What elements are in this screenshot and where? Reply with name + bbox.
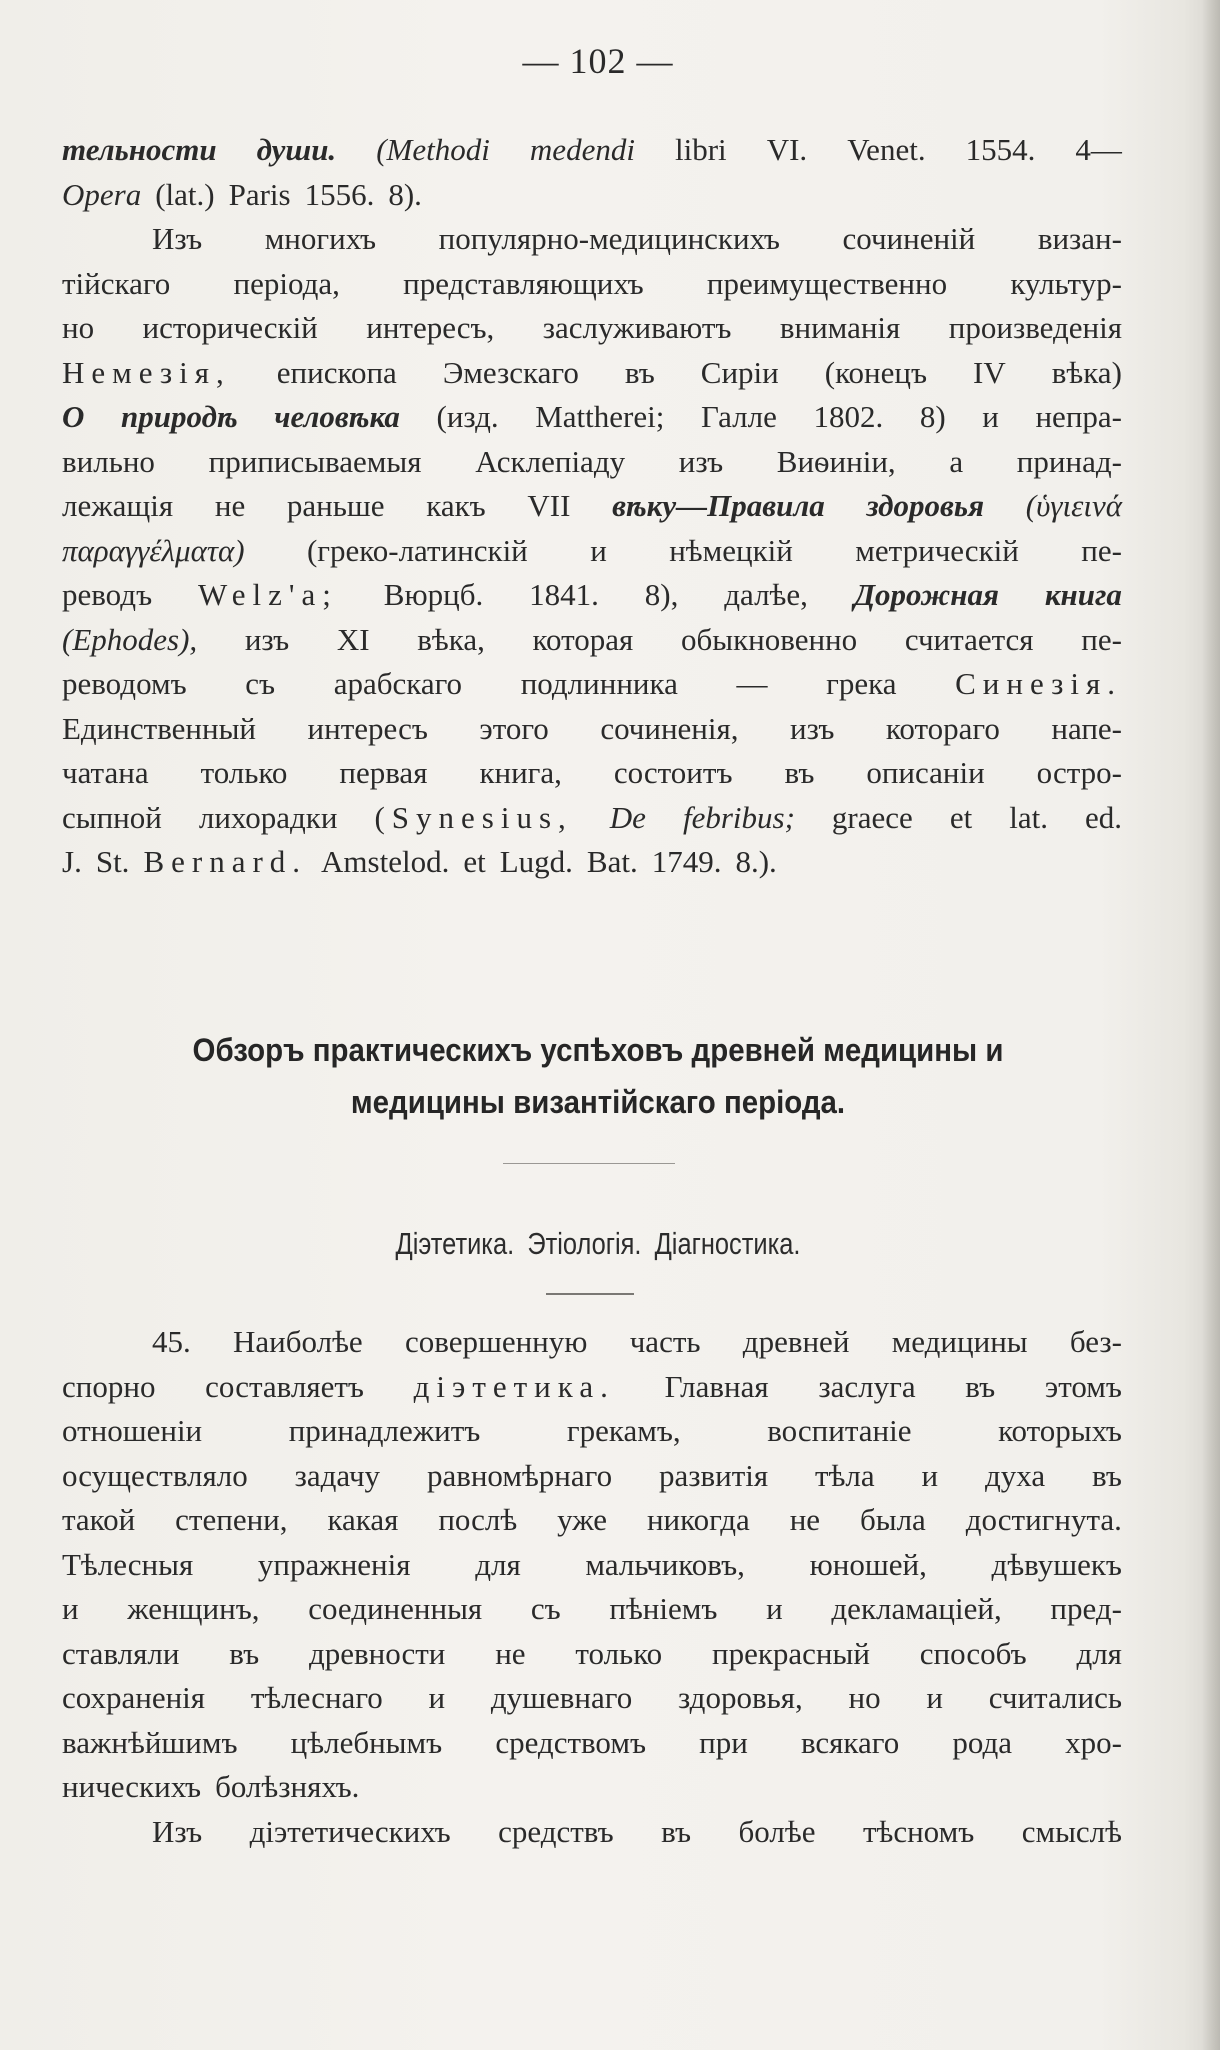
section-heading-line-1: Обзоръ практическихъ успѣховъ древней медицины и	[192, 1032, 1004, 1068]
word: VII	[527, 488, 571, 523]
word: была	[859, 1502, 926, 1537]
word: описаніи	[866, 755, 985, 790]
word: реводъ	[62, 577, 153, 612]
page-number: — 102 —	[522, 41, 674, 81]
word: IV	[973, 354, 1006, 390]
text-line	[62, 618, 1122, 663]
word: тѣлеснаго	[250, 1680, 383, 1715]
word: которыхъ	[998, 1413, 1122, 1448]
word: ставляли	[62, 1635, 180, 1671]
word: Opera	[62, 176, 142, 212]
word: и	[926, 1680, 943, 1715]
word: отношеніи	[62, 1413, 203, 1448]
word: мальчиковъ,	[585, 1546, 745, 1582]
word: принадлежитъ	[288, 1413, 481, 1448]
word: 8).	[388, 176, 422, 212]
word: заслуга	[818, 1368, 916, 1404]
word: для	[475, 1546, 521, 1582]
word: Наиболѣе	[233, 1324, 363, 1359]
subsection-heading	[108, 1222, 1089, 1267]
word: какъ	[426, 488, 486, 523]
word: степени,	[175, 1502, 288, 1537]
word: задачу	[294, 1457, 381, 1493]
word: Изъ	[152, 221, 203, 256]
word: нѣмецкій	[669, 532, 793, 568]
word: древней	[742, 1324, 850, 1359]
word: St.	[95, 844, 130, 879]
word: Тѣлесныя	[62, 1546, 194, 1582]
word: только	[200, 755, 288, 790]
text-line	[62, 1721, 1122, 1766]
word: Виѳиніи,	[776, 443, 896, 479]
section-heading	[48, 1024, 1148, 1128]
word: средствомъ	[495, 1724, 646, 1760]
text-line	[62, 529, 1122, 574]
word: души.	[256, 132, 337, 167]
word: 8),	[644, 577, 679, 612]
text-line	[62, 1454, 1122, 1499]
word: J.	[62, 844, 82, 879]
word: лежащія	[62, 488, 174, 523]
word: libri	[675, 132, 727, 167]
word: 4—	[1075, 132, 1122, 167]
text-line	[62, 1365, 1122, 1410]
word: преимущественно	[706, 265, 948, 301]
word: изъ	[678, 443, 724, 479]
word: воспитаніе	[767, 1413, 912, 1448]
word: интересъ	[307, 710, 428, 746]
word: но	[848, 1680, 881, 1715]
word: тельности	[62, 132, 217, 167]
word: грекамъ,	[566, 1413, 681, 1448]
text-line	[62, 1543, 1122, 1588]
word: Amstelod.	[321, 844, 450, 879]
word: 8.).	[735, 844, 777, 879]
word: такой	[62, 1502, 136, 1537]
word: книга	[1044, 577, 1122, 612]
word: пе-	[1081, 621, 1122, 657]
text-line	[62, 796, 1122, 841]
word: Mattherei;	[535, 399, 665, 434]
word: въ	[661, 1813, 692, 1849]
word: въ	[1092, 1457, 1122, 1493]
word: съ	[245, 666, 276, 701]
word: часть	[629, 1324, 701, 1359]
word: De	[609, 799, 646, 835]
text-line	[62, 1765, 1122, 1810]
word: представляющихъ	[403, 265, 644, 301]
word: febribus;	[682, 799, 795, 835]
word: Bernard.	[143, 844, 308, 879]
text-line	[62, 1676, 1122, 1721]
text-line	[62, 573, 1122, 618]
word: Синезія.	[955, 666, 1122, 701]
word: упражненія	[257, 1546, 411, 1582]
text-line	[62, 1587, 1122, 1632]
word: всякаго	[800, 1724, 900, 1760]
word: грека	[826, 666, 897, 701]
subheading-word: Этіологія.	[527, 1226, 642, 1261]
subheading-word: Діэтетика.	[395, 1226, 515, 1261]
word: et	[463, 844, 486, 879]
word: не	[789, 1502, 821, 1537]
word: и	[590, 532, 607, 568]
word: et	[949, 799, 973, 835]
word: совершенную	[404, 1324, 588, 1359]
word: (ὑγιεινά	[1025, 488, 1122, 523]
word: здоровья	[866, 488, 985, 523]
word: культур-	[1010, 265, 1122, 301]
text-line	[62, 1810, 1122, 1855]
word: Bat.	[586, 844, 638, 879]
word: тѣла	[815, 1457, 875, 1493]
word: lat.	[1009, 799, 1048, 835]
section-heading-line-2: медицины византійскаго періода.	[350, 1084, 846, 1120]
text-line	[62, 1320, 1122, 1365]
word: но	[62, 310, 95, 345]
text-line	[62, 1632, 1122, 1677]
word: (Methodi	[376, 132, 490, 167]
word: изъ	[790, 710, 835, 746]
text-line	[62, 351, 1122, 396]
word: душевнаго	[490, 1680, 633, 1715]
word: Главная	[664, 1368, 769, 1404]
word: —	[736, 666, 768, 701]
word: спорно	[62, 1368, 156, 1404]
word: и	[428, 1680, 446, 1715]
word: и	[766, 1591, 783, 1626]
word: пред-	[1050, 1591, 1122, 1626]
word: Welz'а;	[198, 577, 338, 612]
word: обыкновенно	[680, 621, 858, 657]
word: цѣлебнымъ	[290, 1724, 443, 1760]
word: ed.	[1084, 799, 1122, 835]
word: природѣ	[121, 399, 238, 434]
word: книга,	[479, 755, 562, 790]
word: никогда	[646, 1502, 750, 1537]
word: изъ	[244, 621, 290, 657]
word: достигнута.	[965, 1502, 1122, 1537]
word: здоровья,	[678, 1680, 803, 1715]
word: Paris	[228, 176, 291, 212]
word: VI.	[766, 132, 808, 167]
paragraph-dietetics	[62, 1320, 1122, 1854]
word: не	[495, 1635, 526, 1671]
word: осуществляло	[62, 1457, 248, 1493]
word: способъ	[919, 1635, 1027, 1671]
word: популярно-медицинскихъ	[438, 221, 780, 256]
word: 8)	[919, 399, 946, 434]
word: арабскаго	[333, 666, 463, 701]
word: сочиненій	[842, 221, 976, 256]
paragraph-nemesius	[62, 128, 1122, 885]
word: остро-	[1036, 755, 1122, 790]
divider-rule	[546, 1293, 634, 1295]
word: медицины	[891, 1324, 1028, 1359]
text-line	[62, 751, 1122, 796]
word: и	[921, 1457, 939, 1493]
word: лихорадки	[198, 799, 338, 835]
word: (конецъ	[824, 354, 928, 390]
word: раньше	[286, 488, 385, 523]
word: періода,	[233, 265, 340, 301]
word: юношей,	[809, 1546, 927, 1582]
word: заслуживаютъ	[542, 310, 732, 345]
text-line	[62, 173, 1122, 218]
word: болѣзняхъ.	[215, 1769, 360, 1804]
text-line	[62, 840, 1122, 885]
word: (греко-латинскій	[306, 532, 528, 568]
word: Немезія,	[62, 354, 231, 390]
subheading-word: Діагностика.	[654, 1226, 801, 1261]
word: съ	[530, 1591, 561, 1626]
word: вильно	[62, 443, 155, 479]
word: дѣвушекъ	[991, 1546, 1122, 1582]
word: Эмезскаго	[442, 354, 579, 390]
word: graece	[831, 799, 913, 835]
word: составляетъ	[205, 1368, 364, 1404]
word: болѣе	[738, 1813, 816, 1849]
word: 1556.	[304, 176, 375, 212]
word: Асклепіаду	[475, 443, 626, 479]
word: Галле	[700, 399, 777, 434]
word: вѣка,	[417, 621, 485, 657]
word: въ	[784, 755, 815, 790]
word: тійскаго	[62, 265, 171, 301]
word: без-	[1069, 1324, 1122, 1359]
word: произведенія	[948, 310, 1122, 345]
word: 1554.	[965, 132, 1036, 167]
word: для	[1076, 1635, 1122, 1671]
word: считались	[988, 1680, 1122, 1715]
word: Сиріи	[700, 354, 779, 390]
word: пе-	[1081, 532, 1122, 568]
word: ническихъ	[62, 1769, 202, 1804]
decorative-rule	[503, 1163, 675, 1164]
text-line	[62, 1409, 1122, 1454]
word: женщинъ,	[127, 1591, 260, 1626]
word: древности	[308, 1635, 446, 1671]
word: (Synesius,	[374, 799, 573, 835]
word: равномѣрнаго	[426, 1457, 613, 1493]
word: Единственный	[62, 710, 257, 746]
text-line	[62, 395, 1122, 440]
word: сыпной	[62, 799, 162, 835]
word: тѣсномъ	[862, 1813, 975, 1849]
text-line	[62, 306, 1122, 351]
word: приписываемыя	[208, 443, 422, 479]
word: (Ephodes),	[62, 621, 198, 657]
word: вниманія	[779, 310, 901, 345]
word: подлинника	[520, 666, 678, 701]
word: декламаціей,	[831, 1591, 1002, 1626]
word: въ	[965, 1368, 996, 1404]
text-line	[62, 484, 1122, 529]
word: смыслѣ	[1021, 1813, 1122, 1849]
word: которая	[532, 621, 634, 657]
text-line	[62, 440, 1122, 485]
word: напе-	[1051, 710, 1122, 746]
word: метрическій	[855, 532, 1019, 568]
word: епископа	[276, 354, 397, 390]
word: какая	[327, 1502, 399, 1537]
word: рода	[952, 1724, 1013, 1760]
word: первая	[339, 755, 428, 790]
word: вѣку—Правила	[612, 488, 825, 523]
word: XI	[336, 621, 370, 657]
word: παραγγέλματα)	[62, 532, 245, 568]
word: этомъ	[1044, 1368, 1122, 1404]
word: вѣка)	[1051, 354, 1122, 390]
word: въ	[229, 1635, 260, 1671]
word: развитія	[658, 1457, 769, 1493]
word: (lat.)	[155, 176, 215, 212]
word: 45.	[152, 1324, 191, 1359]
word: (изд.	[436, 399, 499, 434]
text-line	[62, 217, 1122, 262]
page-edge-shadow	[1202, 0, 1220, 2050]
word: пѣніемъ	[609, 1591, 718, 1626]
word: Изъ	[152, 1813, 203, 1849]
word: визан-	[1037, 221, 1122, 256]
word: котораго	[885, 710, 1000, 746]
text-line	[62, 1498, 1122, 1543]
word: соединенныя	[308, 1591, 483, 1626]
word: а	[949, 443, 964, 479]
word: историческій	[142, 310, 318, 345]
text-line	[62, 128, 1122, 173]
word: діэтетика.	[413, 1368, 615, 1404]
word: Lugd.	[499, 844, 573, 879]
word: состоитъ	[613, 755, 733, 790]
word: только	[575, 1635, 663, 1671]
word: 1749.	[651, 844, 722, 879]
word: уже	[557, 1502, 608, 1537]
word: считается	[904, 621, 1034, 657]
word: діэтетическихъ	[249, 1813, 451, 1849]
word: далѣе,	[724, 577, 808, 612]
word: въ	[624, 354, 655, 390]
word: сохраненія	[62, 1680, 206, 1715]
word: medendi	[529, 132, 635, 167]
word: 1841.	[529, 577, 599, 612]
word: человѣка	[274, 399, 400, 434]
word: принад-	[1016, 443, 1122, 479]
word: непра-	[1035, 399, 1122, 434]
word: духа	[985, 1457, 1046, 1493]
word: хро-	[1065, 1724, 1122, 1760]
text-line	[62, 662, 1122, 707]
word: чатана	[62, 755, 149, 790]
word: сочиненія,	[600, 710, 739, 746]
word: и	[982, 399, 999, 434]
word: Вюрцб.	[383, 577, 484, 612]
word: важнѣйшимъ	[62, 1724, 238, 1760]
text-line	[62, 262, 1122, 307]
word: реводомъ	[62, 666, 187, 701]
word: средствъ	[498, 1813, 614, 1849]
text-line	[62, 707, 1122, 752]
word: послѣ	[438, 1502, 518, 1537]
word: 1802.	[813, 399, 884, 434]
word: при	[699, 1724, 748, 1760]
word: Дорожная	[853, 577, 999, 612]
word: многихъ	[264, 221, 377, 256]
word: этого	[479, 710, 549, 746]
word: не	[214, 488, 246, 523]
word: и	[62, 1591, 79, 1626]
word: прекрасный	[711, 1635, 870, 1671]
word: О	[62, 399, 85, 434]
word: интересъ,	[366, 310, 495, 345]
word: Venet.	[847, 132, 926, 167]
